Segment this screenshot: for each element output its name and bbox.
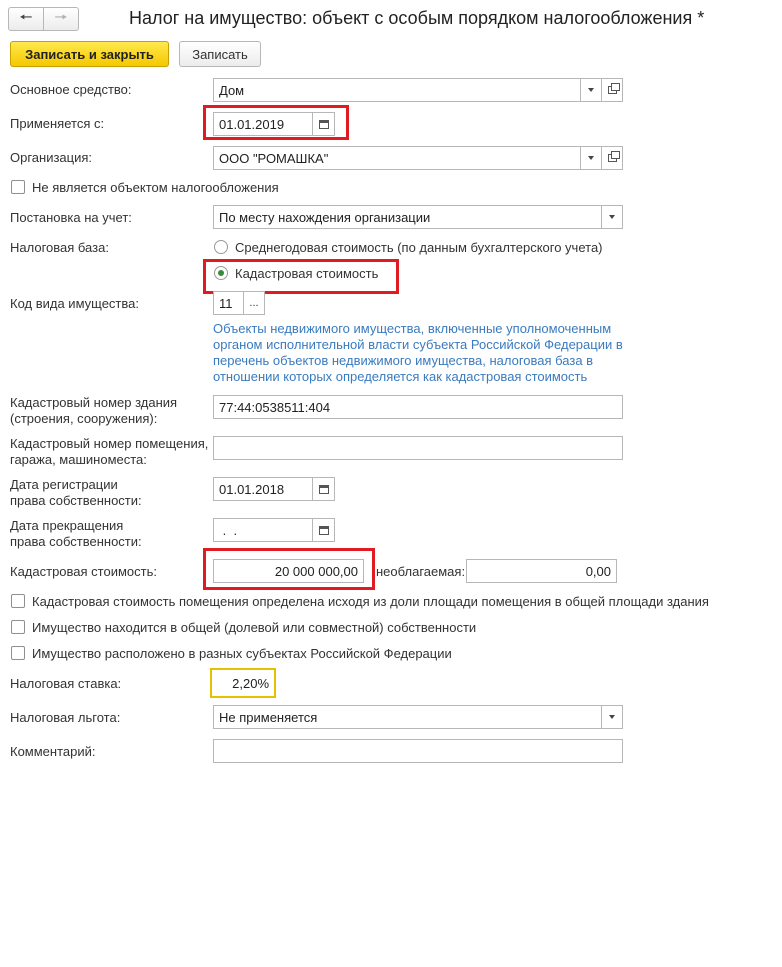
- exempt-value-label: необлагаемая:: [376, 564, 466, 579]
- share-area-checkbox[interactable]: [11, 594, 25, 608]
- fixed-asset-dropdown-button[interactable]: [581, 78, 602, 102]
- back-button[interactable]: [8, 7, 44, 31]
- forward-button[interactable]: [43, 7, 79, 31]
- tax-rate-unit: %: [257, 675, 269, 691]
- ownership-reg-date-calendar-button[interactable]: [313, 477, 335, 501]
- ownership-reg-date-label-line1: Дата регистрации: [10, 477, 118, 492]
- ownership-reg-date-label-line2: права собственности:: [10, 493, 142, 508]
- property-code-description: Объекты недвижимого имущества, включенные уполномоченным органом исполнительной власти субъекта Российской Федерации в перечень объектов недвижимого имущества, налоговая база в отношении которых определяется как кадастровая стоимость: [213, 321, 623, 384]
- tax-benefit-label: Налоговая льгота:: [10, 710, 121, 725]
- share-area-label: Кадастровая стоимость помещения определена исходя из доли площади помещения в общей площади здания: [32, 594, 709, 609]
- highlight-box: [203, 105, 349, 140]
- ownership-end-date-calendar-button[interactable]: [313, 518, 335, 542]
- fixed-asset-input[interactable]: Дом: [213, 78, 581, 102]
- applies-from-input[interactable]: 01.01.2019: [213, 112, 313, 136]
- cadastral-value-label: Кадастровая стоимость:: [10, 564, 157, 579]
- open-icon: [608, 154, 617, 162]
- open-icon: [608, 86, 617, 94]
- joint-ownership-checkbox[interactable]: [11, 620, 25, 634]
- fixed-asset-open-button[interactable]: [602, 78, 623, 102]
- tax-rate-value: 2,20: [232, 675, 258, 691]
- property-code-select-button[interactable]: ...: [244, 291, 265, 315]
- registration-dropdown-button[interactable]: [602, 205, 623, 229]
- not-taxable-checkbox[interactable]: [11, 180, 25, 194]
- comment-input[interactable]: [213, 739, 623, 763]
- building-cadastral-input[interactable]: 77:44:0538511:404: [213, 395, 623, 419]
- tax-benefit-select[interactable]: Не применяется: [213, 705, 602, 729]
- cadastral-value-input[interactable]: 20 000 000,00: [213, 559, 364, 583]
- fixed-asset-label: Основное средство:: [10, 82, 132, 97]
- tax-benefit-dropdown-button[interactable]: [602, 705, 623, 729]
- organization-open-button[interactable]: [602, 146, 623, 170]
- calendar-icon: [319, 485, 329, 494]
- ownership-end-date-input[interactable]: . .: [213, 518, 313, 542]
- save-and-close-button[interactable]: Записать и закрыть: [10, 41, 169, 67]
- registration-label: Постановка на учет:: [10, 210, 132, 225]
- premises-cadastral-label-line2: гаража, машиноместа:: [10, 452, 147, 467]
- arrow-left-icon: 🠔: [19, 8, 33, 26]
- tax-base-label: Налоговая база:: [10, 240, 109, 255]
- premises-cadastral-label-line1: Кадастровый номер помещения,: [10, 436, 209, 451]
- page-title: Налог на имущество: объект с особым порядком налогообложения *: [129, 8, 705, 28]
- ownership-end-date-label-line2: права собственности:: [10, 534, 142, 549]
- applies-from-label: Применяется с:: [10, 116, 105, 131]
- premises-cadastral-input[interactable]: [213, 436, 623, 460]
- joint-ownership-label: Имущество находится в общей (долевой или совместной) собственности: [32, 620, 477, 635]
- ownership-end-date-label-line1: Дата прекращения: [10, 518, 124, 533]
- tax-base-cadastral-label: Кадастровая стоимость: [235, 266, 379, 281]
- not-taxable-label: Не является объектом налогообложения: [32, 180, 279, 195]
- organization-dropdown-button[interactable]: [581, 146, 602, 170]
- ownership-reg-date-input[interactable]: 01.01.2018: [213, 477, 313, 501]
- property-code-input[interactable]: 11: [213, 291, 244, 315]
- organization-label: Организация:: [10, 150, 93, 165]
- exempt-value-input[interactable]: 0,00: [466, 559, 617, 583]
- registration-select[interactable]: По месту нахождения организации: [213, 205, 602, 229]
- property-code-label: Код вида имущества:: [10, 296, 139, 311]
- tax-base-average-radio[interactable]: [214, 240, 228, 254]
- building-cadastral-label-line2: (строения, сооружения):: [10, 411, 158, 426]
- highlight-box: [203, 259, 399, 294]
- tax-rate-label: Налоговая ставка:: [10, 676, 122, 691]
- tax-base-average-label: Среднегодовая стоимость (по данным бухгалтерского учета): [235, 240, 603, 255]
- tax-rate-input[interactable]: [210, 668, 276, 698]
- building-cadastral-label-line1: Кадастровый номер здания: [10, 395, 178, 410]
- multiple-regions-label: Имущество расположено в разных субъектах Российской Федерации: [32, 646, 452, 661]
- calendar-icon: [319, 526, 329, 535]
- multiple-regions-checkbox[interactable]: [11, 646, 25, 660]
- highlight-box: [203, 548, 375, 590]
- arrow-right-icon: 🠖: [54, 8, 68, 26]
- comment-label: Комментарий:: [10, 744, 96, 759]
- save-button[interactable]: Записать: [179, 41, 261, 67]
- organization-input[interactable]: ООО "РОМАШКА": [213, 146, 581, 170]
